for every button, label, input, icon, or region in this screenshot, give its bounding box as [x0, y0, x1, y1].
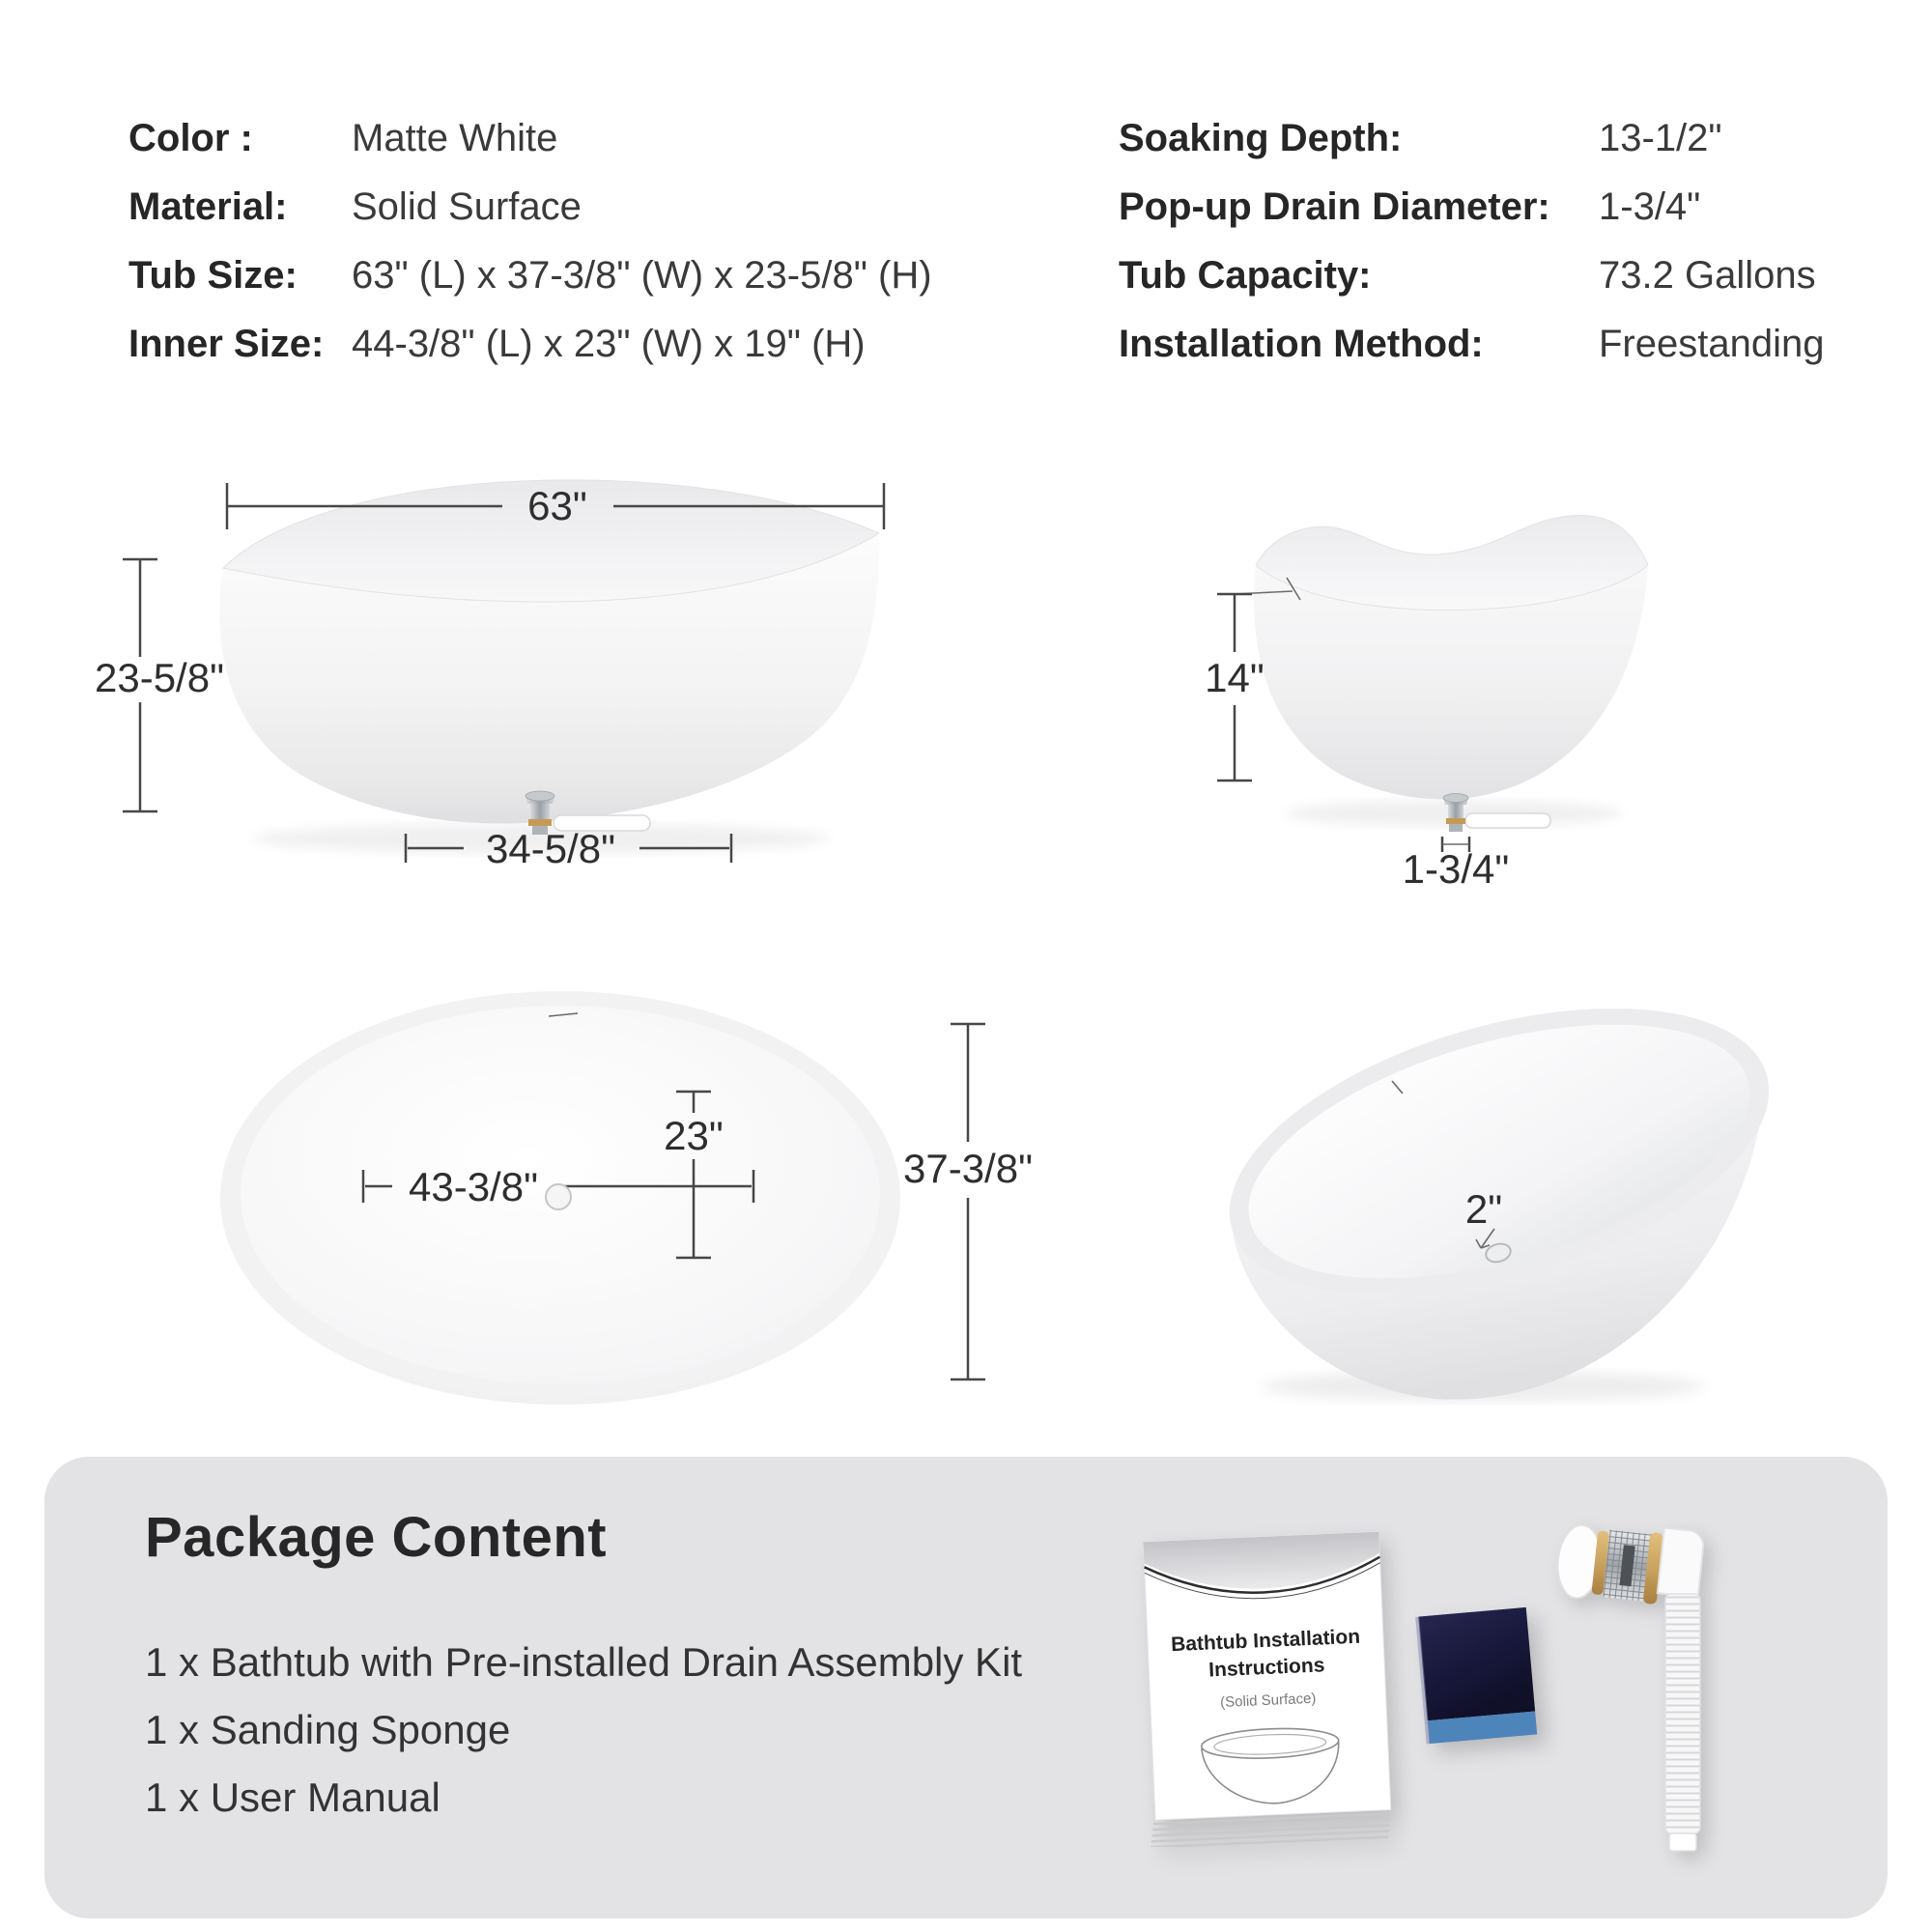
drain-pipe [1465, 813, 1550, 828]
spec-label: Material: [128, 185, 288, 228]
manual-title-line1: Bathtub Installation [1170, 1625, 1361, 1657]
installation-manual-image [1142, 1528, 1432, 1847]
manual-subtitle: (Solid Surface) [1219, 1690, 1317, 1712]
spec-label: Color : [128, 117, 253, 159]
manual-title-line2: Instructions [1208, 1654, 1325, 1682]
dimension-drain-diameter [1403, 837, 1510, 892]
spec-label: Installation Method: [1119, 323, 1484, 365]
dimension-height [95, 559, 224, 811]
sponge-top [1418, 1607, 1535, 1720]
drain-assembly-image [1551, 1515, 1754, 1862]
spec-row-installation [1119, 310, 1824, 379]
spec-label: Tub Size: [128, 254, 298, 297]
package-title: Package Content [145, 1506, 608, 1569]
spec-value: 13-1/2" [1599, 117, 1722, 159]
spec-row-drain-diameter [1119, 173, 1824, 242]
dimension-height-label: 23-5/8" [95, 655, 224, 700]
drain-nut [1449, 824, 1463, 832]
spec-value: 73.2 Gallons [1599, 254, 1816, 297]
spec-column-right [1119, 104, 1824, 379]
spec-value: Solid Surface [352, 185, 582, 228]
sanding-sponge-image [1397, 1602, 1571, 1776]
package-content-panel [44, 1457, 1888, 1918]
drain-elbow [1658, 1528, 1705, 1598]
dimension-inner-length-label: 43-3/8" [409, 1164, 538, 1209]
spec-value: Matte White [352, 117, 558, 159]
package-item: 1 x Bathtub with Pre-installed Drain Assembly Kit [145, 1639, 1023, 1685]
drain-cap [1443, 794, 1468, 803]
package-item: 1 x User Manual [145, 1775, 440, 1820]
dimension-drain-label: 2" [1464, 1186, 1503, 1232]
spec-column-left [128, 104, 932, 379]
spec-row-inner-size [128, 310, 932, 379]
hose-end-cap [1669, 1833, 1696, 1851]
drain-cap [526, 791, 554, 801]
dimension-inner-width-label: 23" [664, 1113, 724, 1158]
spec-value: 1-3/4" [1599, 185, 1701, 228]
tub-side-view-diagram [87, 473, 956, 937]
manual-booklet [1142, 1532, 1392, 1847]
spec-label: Inner Size: [128, 323, 325, 365]
spec-row-material [128, 173, 932, 242]
spec-label: Soaking Depth: [1119, 117, 1403, 159]
drain-hose [1665, 1594, 1700, 1851]
drain-body [530, 804, 550, 819]
drain-body [1448, 805, 1463, 818]
spec-row-capacity [1119, 242, 1824, 310]
spec-value: 44-3/8" (L) x 23" (W) x 19" (H) [352, 323, 866, 365]
drain-hole [546, 1184, 571, 1209]
sponge-block [1415, 1607, 1537, 1745]
dimension-depth-label: 14" [1205, 655, 1264, 700]
spec-row-color [128, 104, 932, 173]
dimension-drain-label: 1-3/4" [1402, 846, 1510, 892]
drain-brass-ring [1446, 818, 1465, 824]
dimension-outer-width-label: 37-3/8" [903, 1146, 1033, 1191]
dimension-base-label: 34-5/8" [486, 826, 615, 871]
spec-label: Tub Capacity: [1119, 254, 1372, 297]
package-item: 1 x Sanding Sponge [145, 1707, 511, 1752]
tub-end-view-diagram [1179, 473, 1797, 937]
hose-corrugated [1665, 1594, 1700, 1833]
tub-perspective-view-diagram [1212, 985, 1869, 1420]
spec-value: 63" (L) x 37-3/8" (W) x 23-5/8" (H) [352, 254, 932, 297]
drain-brass-ring [528, 819, 552, 826]
spec-value: Freestanding [1599, 323, 1825, 365]
spec-row-soaking-depth [1119, 104, 1824, 173]
spec-label: Pop-up Drain Diameter: [1119, 185, 1550, 228]
dimension-outer-width [903, 1024, 1033, 1379]
dimension-length-label: 63" [527, 483, 587, 528]
tub-top-view-diagram [184, 976, 1053, 1430]
drain-icon [1443, 794, 1550, 833]
spec-row-tub-size [128, 242, 932, 310]
package-item-list [145, 1629, 1022, 1832]
